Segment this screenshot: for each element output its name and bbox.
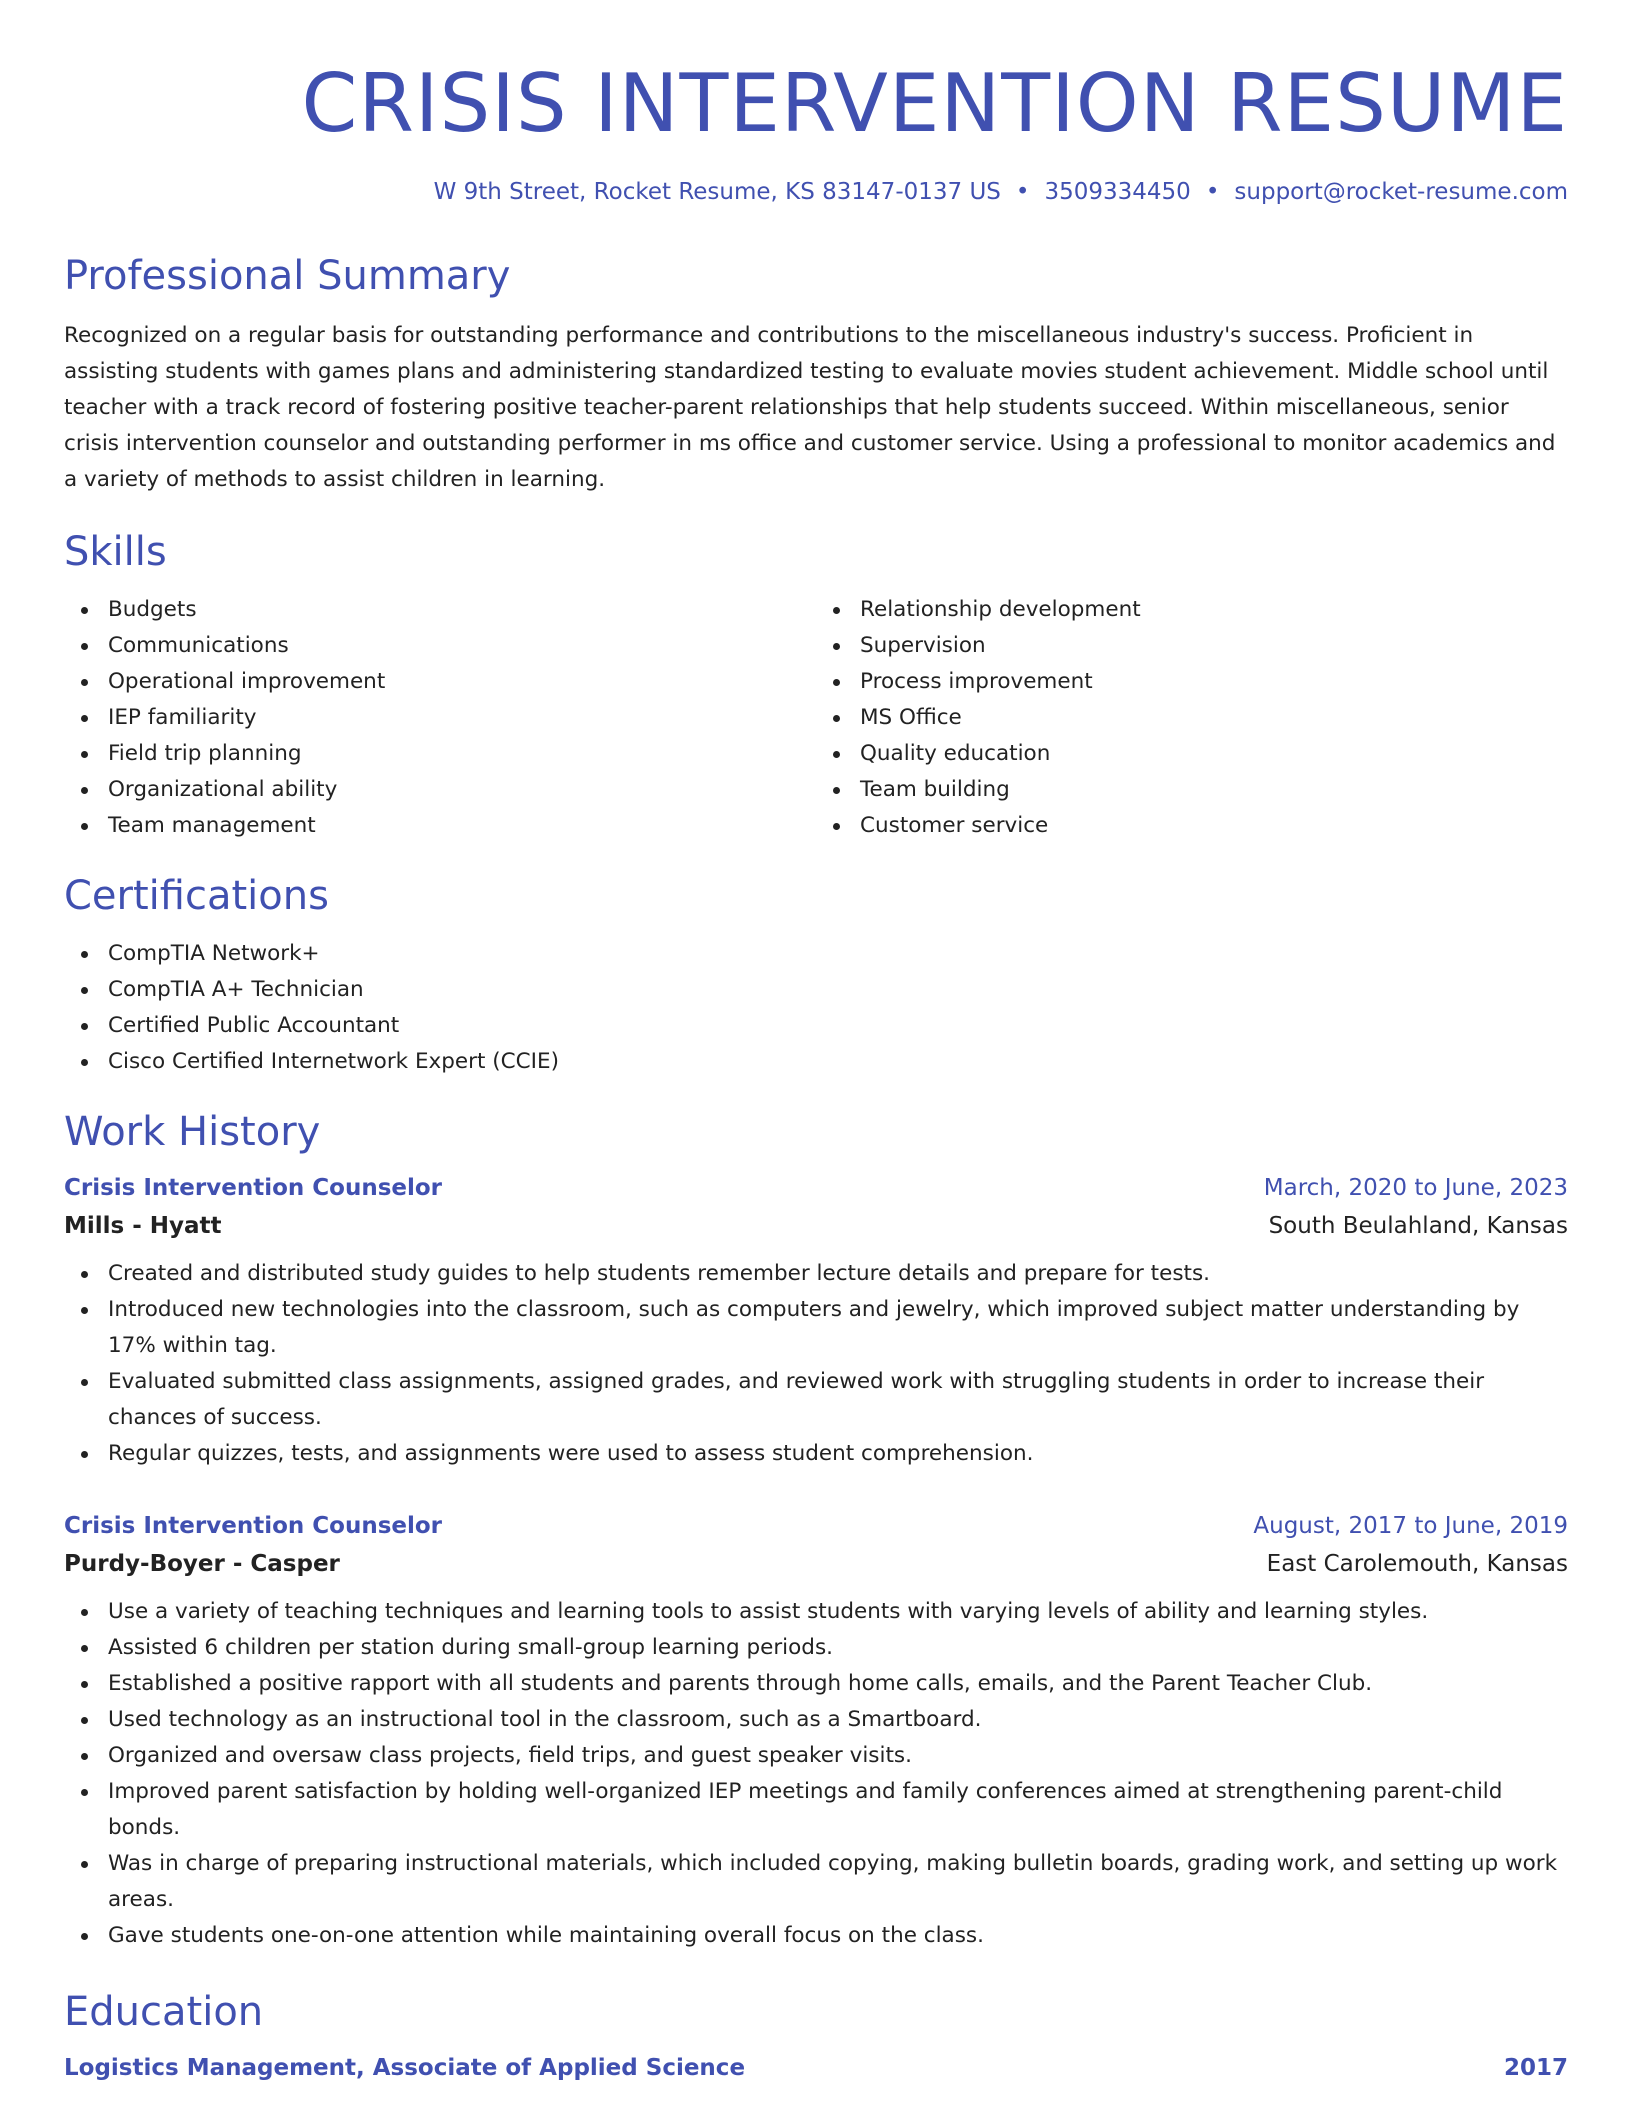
skill-item: Operational improvement <box>64 664 816 700</box>
contact-email: support@rocket-resume.com <box>1234 179 1568 205</box>
skill-item: Budgets <box>64 592 816 628</box>
skill-item: Relationship development <box>816 592 1568 628</box>
job-bullet: Gave students one-on-one attention while maintaining overall focus on the class. <box>64 1918 1568 1954</box>
job-title: Crisis Intervention Counselor <box>64 1513 443 1539</box>
work-history-heading: Work History <box>64 1109 321 1155</box>
skill-item: Field trip planning <box>64 736 816 772</box>
job-location: East Carolemouth, Kansas <box>1266 1551 1568 1577</box>
job-company: Mills - Hyatt <box>64 1213 222 1239</box>
contact-address: W 9th Street, Rocket Resume, KS 83147-0137 US <box>433 179 1001 205</box>
education-entry <box>64 2050 1568 2086</box>
job-entry <box>64 1508 1568 1954</box>
job-dates: March, 2020 to June, 2023 <box>1263 1175 1568 1201</box>
skill-item: IEP familiarity <box>64 700 816 736</box>
job-bullet: Created and distributed study guides to help students remember lecture details and prepare for tests. <box>64 1256 1568 1292</box>
skill-item: Quality education <box>816 736 1568 772</box>
job-bullet: Assisted 6 children per station during small-group learning periods. <box>64 1630 1568 1666</box>
job-dates: August, 2017 to June, 2019 <box>1253 1513 1568 1539</box>
certifications-list <box>64 936 1568 1080</box>
job-location: South Beulahland, Kansas <box>1268 1213 1568 1239</box>
contact-separator: • <box>1015 179 1030 205</box>
skills-left-list <box>64 592 816 844</box>
contact-separator: • <box>1205 179 1220 205</box>
resume-title: CRISIS INTERVENTION RESUME <box>301 57 1568 150</box>
job-bullet: Introduced new technologies into the classroom, such as computers and jewelry, which improved subject matter understanding by 17% within tag. <box>64 1292 1568 1364</box>
certifications-heading: Certifications <box>64 873 329 919</box>
certification-item: Certified Public Accountant <box>64 1008 1568 1044</box>
summary-heading: Professional Summary <box>64 253 511 299</box>
job-company: Purdy-Boyer - Casper <box>64 1551 340 1577</box>
job-title: Crisis Intervention Counselor <box>64 1175 443 1201</box>
skill-item: Process improvement <box>816 664 1568 700</box>
skill-item: Supervision <box>816 628 1568 664</box>
contact-phone: 3509334450 <box>1044 179 1191 205</box>
job-bullet: Was in charge of preparing instructional materials, which included copying, making bulletin boards, grading work, and setting up work areas. <box>64 1846 1568 1918</box>
job-company-row <box>64 1544 1568 1584</box>
job-title-row <box>64 1170 1568 1206</box>
skill-item: Organizational ability <box>64 772 816 808</box>
education-year: 2017 <box>1503 2055 1568 2081</box>
education-heading: Education <box>64 1989 264 2035</box>
skill-item: Customer service <box>816 808 1568 844</box>
job-bullet: Improved parent satisfaction by holding well-organized IEP meetings and family conferences aimed at strengthening parent-child bonds. <box>64 1774 1568 1846</box>
skills-heading: Skills <box>64 529 167 575</box>
summary-text: Recognized on a regular basis for outstanding performance and contributions to the miscellaneous industry's success. Proficient in assisting students with games plans and administering standardized testing to evaluate movies student achievement. Middle school until teacher with a track record of fostering positive teacher-parent relationships that help students succeed. Within miscellaneous, senior crisis intervention counselor and outstanding performer in ms office and customer service. Using a professional to monitor academics and a variety of methods to assist children in learning. <box>64 323 1556 492</box>
certification-item: CompTIA Network+ <box>64 936 1568 972</box>
skill-item: Team building <box>816 772 1568 808</box>
job-bullets <box>64 1594 1568 1954</box>
skill-item: MS Office <box>816 700 1568 736</box>
skill-item: Communications <box>64 628 816 664</box>
job-bullet: Organized and oversaw class projects, field trips, and guest speaker visits. <box>64 1738 1568 1774</box>
skill-item: Team management <box>64 808 816 844</box>
contact-line <box>64 176 1568 208</box>
skills-right-list <box>816 592 1568 844</box>
skills-columns <box>64 592 1568 844</box>
job-bullet: Established a positive rapport with all students and parents through home calls, emails, and the Parent Teacher Club. <box>64 1666 1568 1702</box>
job-bullet: Evaluated submitted class assignments, assigned grades, and reviewed work with struggling students in order to increase their chances of success. <box>64 1364 1568 1436</box>
certification-item: CompTIA A+ Technician <box>64 972 1568 1008</box>
education-degree: Logistics Management, Associate of Applied Science <box>64 2055 746 2081</box>
job-bullet: Regular quizzes, tests, and assignments were used to assess student comprehension. <box>64 1436 1568 1472</box>
certification-item: Cisco Certified Internetwork Expert (CCIE) <box>64 1044 1568 1080</box>
job-bullet: Used technology as an instructional tool in the classroom, such as a Smartboard. <box>64 1702 1568 1738</box>
job-entry <box>64 1170 1568 1472</box>
job-company-row <box>64 1206 1568 1246</box>
resume-header <box>64 0 1568 208</box>
job-bullet: Use a variety of teaching techniques and learning tools to assist students with varying levels of ability and learning styles. <box>64 1594 1568 1630</box>
job-bullets <box>64 1256 1568 1472</box>
job-title-row <box>64 1508 1568 1544</box>
